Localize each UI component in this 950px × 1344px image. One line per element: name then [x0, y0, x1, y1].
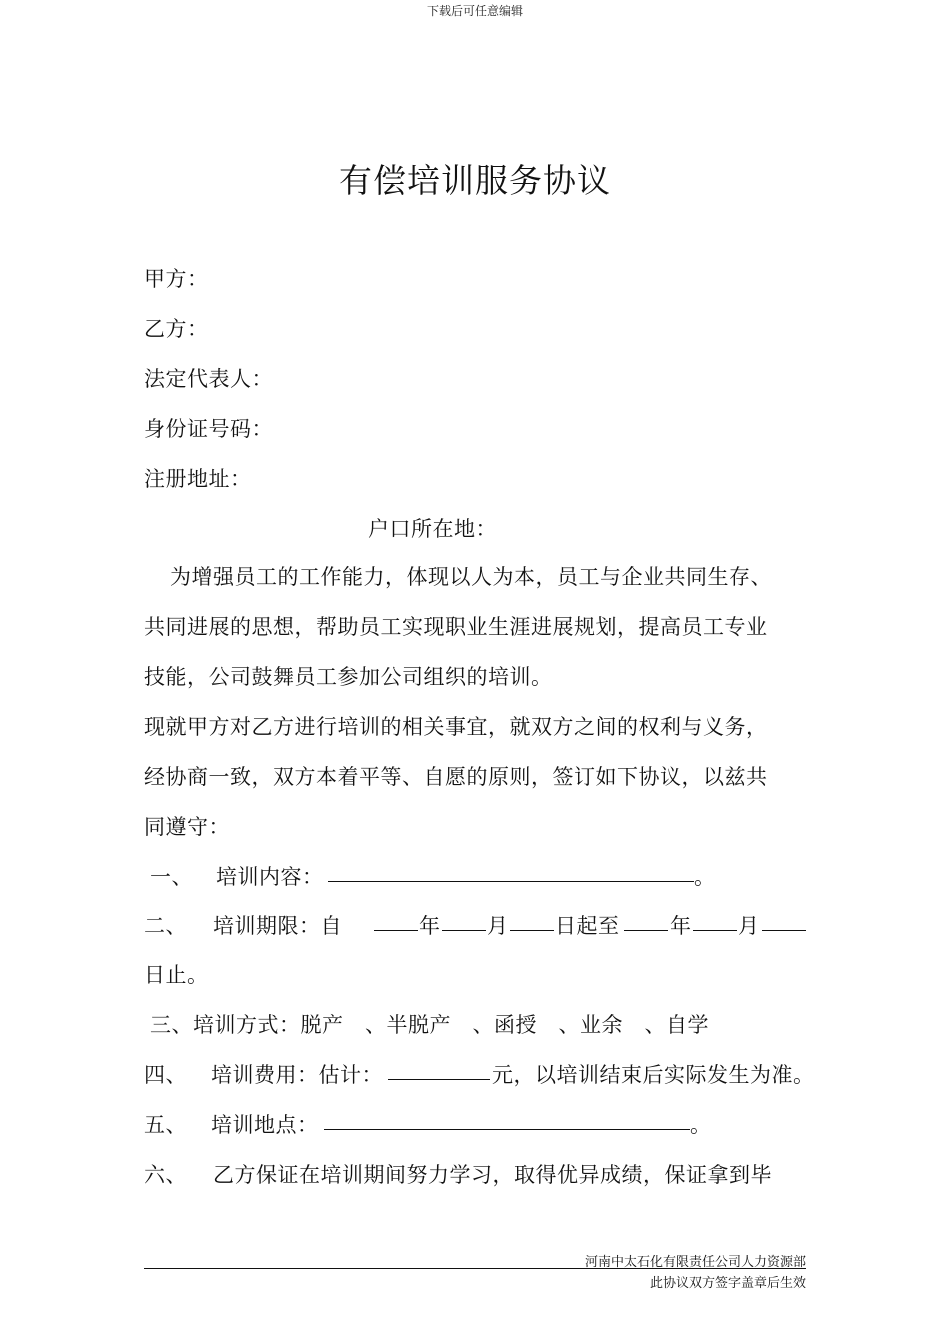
footer-department: 河南中太石化有限责任公司人力资源部 — [584, 1255, 806, 1270]
clause-1-label: 培训内容： — [216, 865, 324, 889]
party-b-label: 乙方： — [144, 317, 209, 341]
intro-line-3: 技能，公司鼓舞员工参加公司组织的培训。 — [144, 665, 553, 689]
clause-5-label: 培训地点： — [211, 1113, 319, 1137]
registered-address-label: 注册地址： — [144, 467, 252, 491]
clause-2-end: 日止。 — [144, 963, 209, 987]
training-fee-blank[interactable] — [388, 1059, 490, 1080]
end-day-blank[interactable] — [762, 910, 806, 931]
footer-effective-note: 此协议双方签字盖章后生效 — [649, 1276, 806, 1291]
start-month-blank[interactable] — [442, 910, 486, 931]
clause-4-number: 四、 — [144, 1063, 187, 1087]
intro-line-2: 共同进展的思想，帮助员工实现职业生涯进展规划，提高员工专业 — [144, 615, 768, 639]
day-from-label: 日起至 — [555, 914, 620, 938]
end-month-blank[interactable] — [693, 910, 737, 931]
header-note: 下载后可任意编辑 — [426, 4, 523, 18]
document-title: 有偿培训服务协议 — [339, 161, 611, 200]
year2-label: 年 — [670, 914, 692, 938]
start-year-blank[interactable] — [374, 910, 418, 931]
end-year-blank[interactable] — [624, 910, 668, 931]
intro-line-6: 同遵守： — [144, 815, 230, 839]
year-label: 年 — [419, 914, 441, 938]
training-location-blank[interactable] — [324, 1109, 690, 1130]
legal-representative-label: 法定代表人： — [144, 367, 273, 391]
clause-5-number: 五、 — [144, 1113, 187, 1137]
id-number-label: 身份证号码： — [144, 417, 273, 441]
clause-6-number: 六、 — [144, 1163, 187, 1187]
start-day-blank[interactable] — [510, 910, 554, 931]
clause-3-training-method: 三、培训方式：脱产 、半脱产 、函授 、业余 、自学 — [150, 1013, 709, 1037]
footer-divider — [144, 1268, 806, 1269]
clause-1-end: 。 — [694, 865, 716, 889]
intro-line-1: 为增强员工的工作能力，体现以人为本，员工与企业共同生存、 — [170, 565, 772, 589]
intro-line-4: 现就甲方对乙方进行培训的相关事宜，就双方之间的权利与义务， — [144, 715, 768, 739]
party-a-label: 甲方： — [144, 267, 209, 291]
clause-2-number: 二、 — [144, 914, 187, 938]
training-content-blank[interactable] — [328, 861, 694, 882]
clause-4-label: 培训费用：估计： — [211, 1063, 383, 1087]
clause-5-end: 。 — [690, 1113, 712, 1137]
clause-1-number: 一、 — [150, 865, 193, 889]
hukou-label: 户口所在地： — [368, 517, 497, 541]
intro-line-5: 经协商一致，双方本着平等、自愿的原则，签订如下协议，以兹共 — [144, 765, 768, 789]
month-label: 月 — [487, 914, 509, 938]
clause-6-text: 乙方保证在培训期间努力学习，取得优异成绩，保证拿到毕 — [213, 1163, 772, 1187]
clause-2-label: 培训期限：自 — [213, 914, 342, 938]
clause-4-rest: 元，以培训结束后实际发生为准。 — [492, 1063, 815, 1087]
month2-label: 月 — [738, 914, 760, 938]
